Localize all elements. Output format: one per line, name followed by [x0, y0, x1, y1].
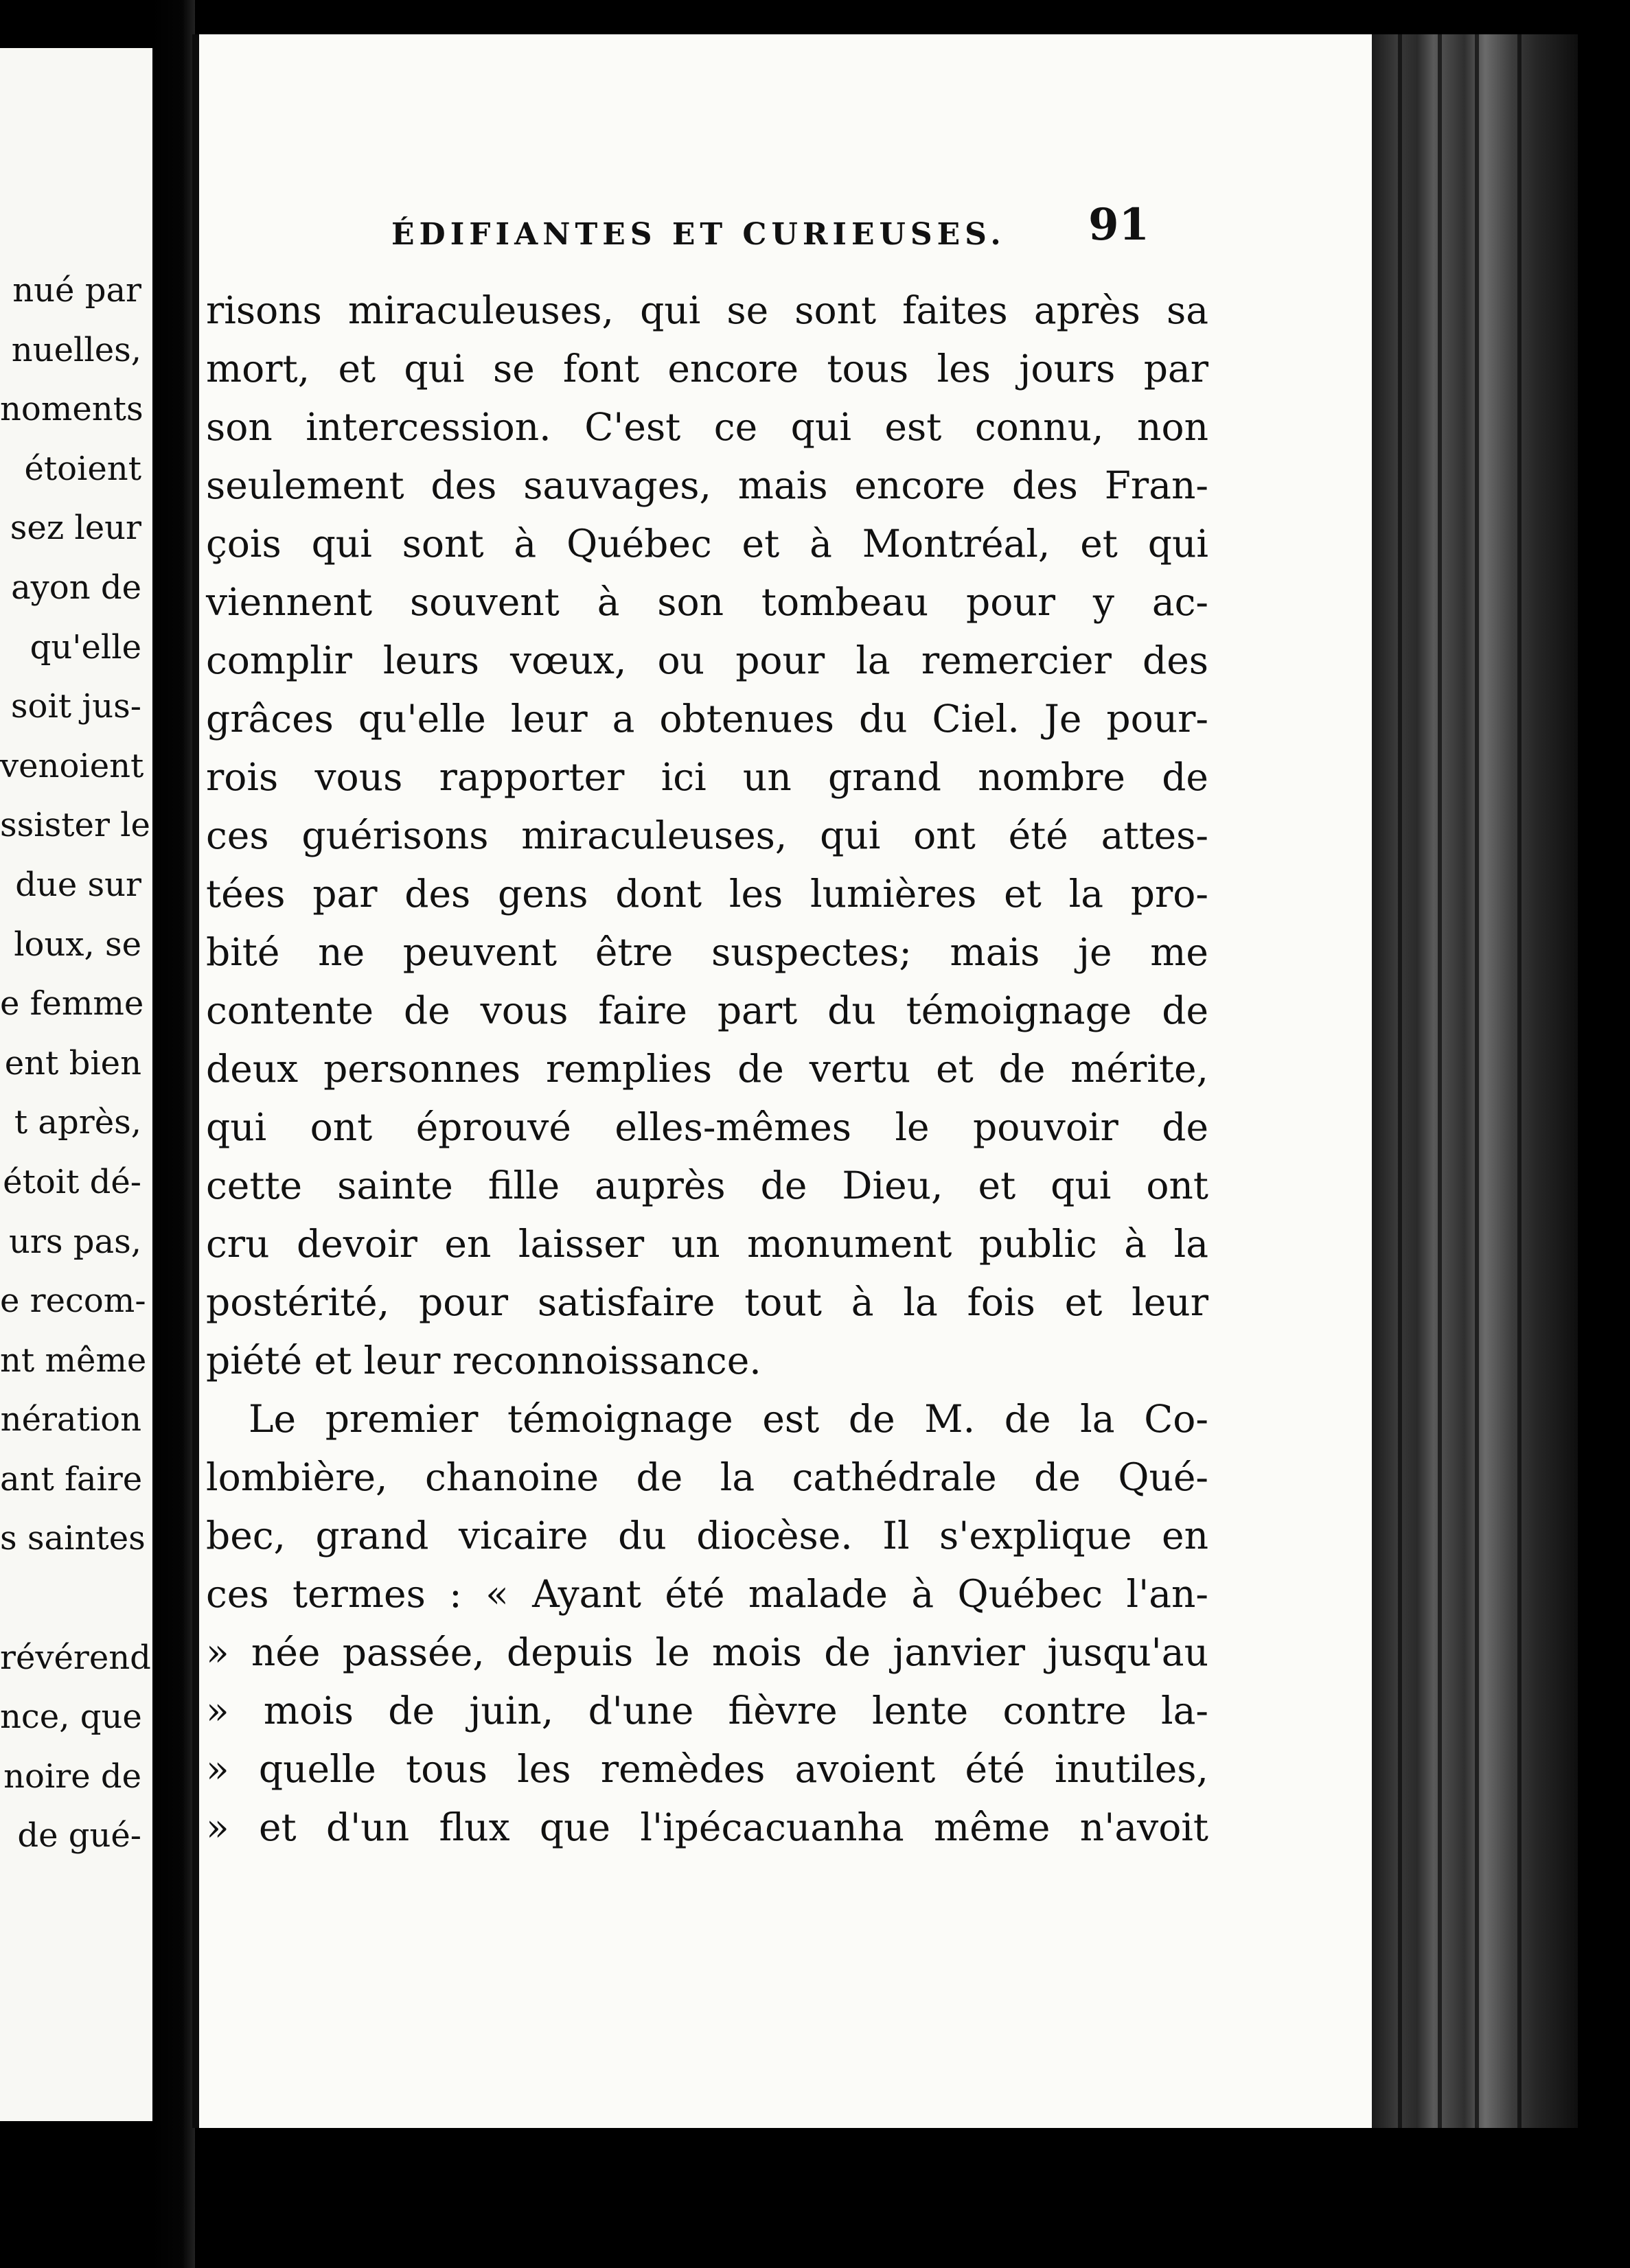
text-line: » quelle tous les remèdes avoient été inutiles, — [206, 1747, 1208, 1791]
text-line: çois qui sont à Québec et à Montréal, et qui — [206, 522, 1208, 566]
text-line: complir leurs vœux, ou pour la remercier des — [206, 638, 1208, 682]
text-line: bec, grand vicaire du diocèse. Il s'explique en — [206, 1514, 1208, 1558]
previous-page-line: urs pas, — [9, 1222, 141, 1261]
text-line: » mois de juin, d'une fièvre lente contre la- — [206, 1689, 1208, 1733]
previous-page-line: ayon de — [11, 568, 141, 607]
text-line: lombière, chanoine de la cathédrale de Qué- — [206, 1455, 1208, 1499]
scan-border — [1578, 0, 1630, 2268]
edge-stripe — [1398, 34, 1402, 2128]
previous-page-line: de gué- — [17, 1816, 141, 1855]
text-line: risons miraculeuses, qui se sont faites après sa — [206, 288, 1208, 332]
text-line: deux personnes remplies de vertu et de mérite, — [206, 1047, 1208, 1091]
previous-page-line: étoit dé- — [3, 1162, 141, 1201]
body-text — [206, 281, 1208, 1857]
text-line: » née passée, depuis le mois de janvier jusqu'au — [206, 1630, 1208, 1674]
edge-stripe — [1475, 34, 1479, 2128]
text-line: ces guérisons miraculeuses, qui ont été attes- — [206, 813, 1208, 857]
previous-page-line: nération — [0, 1400, 141, 1439]
previous-page-line: due sur — [15, 865, 141, 904]
text-line: grâces qu'elle leur a obtenues du Ciel. Je pour- — [206, 697, 1208, 741]
previous-page-line: étoient — [24, 449, 141, 488]
previous-page-line: loux, se — [14, 925, 141, 964]
text-line: viennent souvent à son tombeau pour y ac- — [206, 580, 1208, 624]
text-line: son intercession. C'est ce qui est connu, non — [206, 405, 1208, 449]
previous-page-line: soit jus- — [10, 687, 141, 726]
previous-page-line: nt même — [0, 1341, 147, 1380]
edge-stripe — [1517, 34, 1522, 2128]
text-line: postérité, pour satisfaire tout à la fois et leur — [206, 1280, 1208, 1324]
paragraph-start-line: Le premier témoignage est de M. de la Co- — [249, 1397, 1208, 1441]
previous-page-line: s saintes — [0, 1519, 146, 1558]
text-line: tées par des gens dont les lumières et la pro- — [206, 872, 1208, 916]
previous-page-text — [0, 261, 152, 1866]
text-line: bité ne peuvent être suspectes; mais je me — [206, 930, 1208, 974]
previous-page-line: nué par — [12, 271, 141, 310]
previous-page-line — [0, 1569, 152, 1628]
text-line: ces termes : « Ayant été malade à Québec l'an- — [206, 1572, 1208, 1616]
previous-page-line: nuelles, — [11, 330, 141, 369]
text-line: » et d'un flux que l'ipécacuanha même n'avoit — [206, 1805, 1208, 1849]
previous-page-line: révérend — [0, 1638, 151, 1677]
previous-page-line: ant faire — [0, 1459, 143, 1498]
previous-page-line: nce, que — [0, 1698, 142, 1737]
previous-page-line: venoient — [0, 746, 144, 785]
running-head — [199, 192, 1379, 275]
text-line: mort, et qui se font encore tous les jours par — [206, 347, 1208, 391]
previous-page-line: e femme — [0, 984, 144, 1023]
text-line: cette sainte fille auprès de Dieu, et qui ont — [206, 1164, 1208, 1207]
previous-page-line: noments — [0, 390, 144, 429]
previous-page-line: e recom- — [0, 1282, 146, 1321]
previous-page-line: qu'elle — [30, 627, 141, 667]
previous-page-line: ssister le — [0, 806, 150, 845]
text-line: seulement des sauvages, mais encore des Fran- — [206, 463, 1208, 507]
book-gutter — [152, 0, 195, 2268]
edge-stripe — [1438, 34, 1442, 2128]
text-line: contente de vous faire part du témoignage de — [206, 988, 1208, 1032]
book-page — [192, 34, 1372, 2128]
page-number: 91 — [1088, 199, 1150, 251]
previous-page-line: sez leur — [10, 509, 141, 548]
text-line: rois vous rapporter ici un grand nombre de — [206, 755, 1208, 799]
book-edge — [1372, 34, 1578, 2128]
text-line: cru devoir en laisser un monument public à la — [206, 1222, 1208, 1266]
previous-page — [0, 48, 152, 2121]
previous-page-line: ent bien — [4, 1043, 141, 1083]
running-head-title: ÉDIFIANTES ET CURIEUSES. — [391, 217, 1006, 252]
previous-page-line: t après, — [14, 1103, 141, 1142]
paragraph-end-line: piété et leur reconnoissance. — [206, 1339, 761, 1382]
text-line: qui ont éprouvé elles-mêmes le pouvoir de — [206, 1105, 1208, 1149]
previous-page-line: noire de — [3, 1757, 141, 1796]
